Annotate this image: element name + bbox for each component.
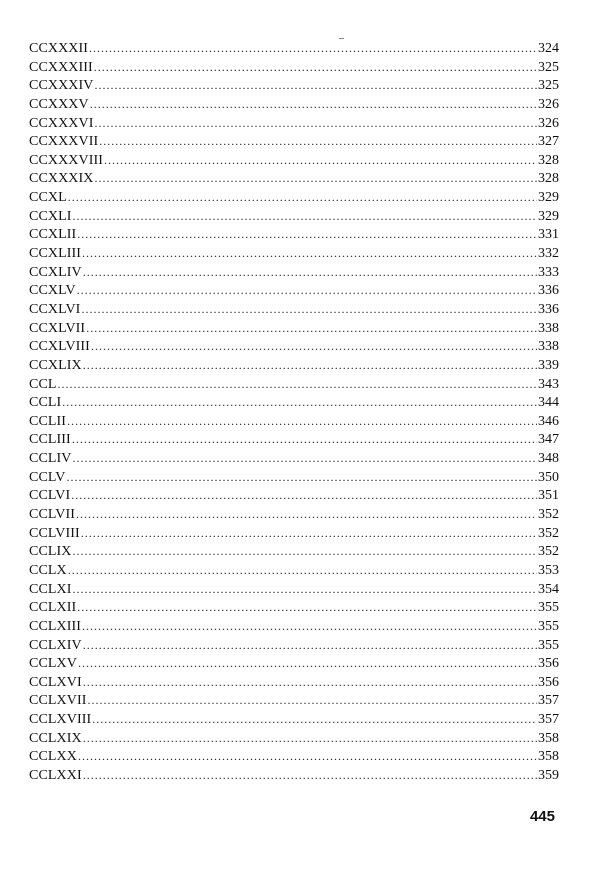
toc-entry bbox=[29, 598, 559, 617]
toc-entry-label: CCLXI bbox=[29, 581, 72, 597]
toc-entry-label: CCXXXIX bbox=[29, 171, 94, 187]
toc-entry bbox=[29, 225, 559, 244]
dot-leader bbox=[72, 430, 537, 449]
toc-entry-label: CCLVII bbox=[29, 507, 75, 523]
toc-entry-label: CCLXVII bbox=[29, 693, 87, 709]
toc-entry bbox=[29, 430, 559, 449]
toc-entry bbox=[29, 654, 559, 673]
toc-entry-label: CCXL bbox=[29, 190, 67, 206]
toc-entry-page: 336 bbox=[538, 301, 559, 317]
toc-entry bbox=[29, 188, 559, 207]
toc-entry-label: CCXXXVI bbox=[29, 115, 94, 131]
dot-leader bbox=[68, 561, 537, 580]
toc-entry bbox=[29, 486, 559, 505]
dot-leader bbox=[94, 76, 537, 95]
toc-entry bbox=[29, 766, 559, 785]
dot-leader bbox=[78, 747, 537, 766]
toc-entry-label: CCLXXI bbox=[29, 767, 82, 783]
toc-entry bbox=[29, 300, 559, 319]
toc-entry-page: 326 bbox=[538, 115, 559, 131]
page-number: 445 bbox=[529, 808, 555, 825]
toc-entry-label: CCXXXVIII bbox=[29, 152, 104, 168]
toc-entry-label: CCXLIV bbox=[29, 264, 82, 280]
dot-leader bbox=[91, 337, 537, 356]
toc-entry bbox=[29, 356, 559, 375]
dot-leader bbox=[76, 505, 537, 524]
toc-entry-label: CCLXVIII bbox=[29, 712, 92, 728]
dot-leader bbox=[77, 598, 537, 617]
dot-leader bbox=[73, 449, 538, 468]
dot-leader bbox=[81, 300, 537, 319]
toc-entry-page: 352 bbox=[538, 525, 559, 541]
toc-entry-label: CCXXXIV bbox=[29, 78, 94, 94]
toc-entry bbox=[29, 542, 559, 561]
toc-entry-page: 333 bbox=[538, 264, 559, 280]
toc-entry-page: 327 bbox=[538, 134, 559, 150]
toc-entry-label: CCXXXVII bbox=[29, 134, 99, 150]
table-of-contents bbox=[29, 39, 559, 785]
dot-leader bbox=[90, 95, 537, 114]
toc-entry-label: CCLII bbox=[29, 413, 67, 429]
dot-leader bbox=[83, 636, 537, 655]
toc-entry bbox=[29, 132, 559, 151]
dot-leader bbox=[81, 524, 537, 543]
toc-entry-label: CCLVI bbox=[29, 488, 71, 504]
toc-entry bbox=[29, 114, 559, 133]
dot-leader bbox=[99, 132, 537, 151]
toc-entry-label: CCXLVII bbox=[29, 320, 86, 336]
toc-entry bbox=[29, 95, 559, 114]
toc-entry-page: 328 bbox=[538, 171, 559, 187]
toc-entry bbox=[29, 151, 559, 170]
toc-entry-label: CCXXXII bbox=[29, 41, 89, 56]
toc-entry-label: CCXLIII bbox=[29, 246, 82, 262]
toc-entry-label: CCLXII bbox=[29, 600, 77, 616]
toc-entry bbox=[29, 729, 559, 748]
dot-leader bbox=[83, 729, 537, 748]
toc-entry-label: CCXLV bbox=[29, 283, 76, 299]
toc-entry-page: 326 bbox=[538, 96, 559, 112]
toc-entry-page: 338 bbox=[538, 339, 559, 355]
toc-entry-page: 324 bbox=[538, 41, 559, 56]
dot-leader bbox=[89, 39, 537, 58]
toc-entry bbox=[29, 319, 559, 338]
toc-entry bbox=[29, 561, 559, 580]
toc-entry-label: CCLIX bbox=[29, 544, 72, 560]
toc-entry bbox=[29, 524, 559, 543]
toc-entry-page: 355 bbox=[538, 637, 559, 653]
toc-entry bbox=[29, 39, 559, 58]
toc-entry-page: 332 bbox=[538, 246, 559, 262]
dot-leader bbox=[94, 169, 537, 188]
dot-leader bbox=[87, 691, 537, 710]
dot-leader bbox=[83, 766, 537, 785]
toc-entry bbox=[29, 580, 559, 599]
toc-entry-label: CCXLVIII bbox=[29, 339, 90, 355]
toc-entry-page: 347 bbox=[538, 432, 559, 448]
toc-entry-page: 344 bbox=[538, 395, 559, 411]
toc-entry-label: CCLXIX bbox=[29, 730, 82, 746]
toc-entry-page: 358 bbox=[538, 749, 559, 765]
toc-entry bbox=[29, 393, 559, 412]
dot-leader bbox=[77, 225, 537, 244]
toc-entry-label: CCXLIX bbox=[29, 357, 82, 373]
toc-entry bbox=[29, 673, 559, 692]
dot-leader bbox=[73, 580, 538, 599]
toc-entry bbox=[29, 207, 559, 226]
toc-entry-label: CCLXV bbox=[29, 656, 77, 672]
dot-leader bbox=[73, 207, 538, 226]
toc-entry-page: 356 bbox=[538, 656, 559, 672]
toc-entry bbox=[29, 617, 559, 636]
toc-entry-page: 331 bbox=[538, 227, 559, 243]
toc-entry-page: 357 bbox=[538, 693, 559, 709]
toc-entry-page: 356 bbox=[538, 674, 559, 690]
toc-entry bbox=[29, 169, 559, 188]
dot-leader bbox=[78, 654, 537, 673]
toc-entry-page: 354 bbox=[538, 581, 559, 597]
dot-leader bbox=[83, 263, 537, 282]
toc-entry bbox=[29, 58, 559, 77]
toc-entry bbox=[29, 412, 559, 431]
toc-entry-page: 359 bbox=[538, 767, 559, 783]
dot-leader bbox=[66, 468, 537, 487]
toc-entry-label: CCLV bbox=[29, 469, 66, 485]
toc-entry-label: CCLI bbox=[29, 395, 62, 411]
toc-entry bbox=[29, 281, 559, 300]
toc-entry-page: 346 bbox=[538, 413, 559, 429]
toc-entry-page: 353 bbox=[538, 562, 559, 578]
toc-entry bbox=[29, 747, 559, 766]
toc-entry-label: CCL bbox=[29, 376, 57, 392]
dot-leader bbox=[92, 710, 537, 729]
toc-entry-label: CCLXVI bbox=[29, 674, 82, 690]
toc-entry-page: 348 bbox=[538, 451, 559, 467]
toc-entry-page: 329 bbox=[538, 208, 559, 224]
dot-leader bbox=[77, 281, 537, 300]
toc-entry-label: CCLX bbox=[29, 562, 67, 578]
dot-leader bbox=[71, 486, 537, 505]
toc-entry-page: 329 bbox=[538, 190, 559, 206]
toc-entry-page: 358 bbox=[538, 730, 559, 746]
dot-leader bbox=[82, 617, 537, 636]
toc-entry-label: CCLXX bbox=[29, 749, 77, 765]
toc-entry-label: CCLIV bbox=[29, 451, 72, 467]
dot-leader bbox=[62, 393, 537, 412]
dot-leader bbox=[68, 188, 537, 207]
dot-leader bbox=[104, 151, 537, 170]
toc-entry bbox=[29, 468, 559, 487]
toc-entry-label: CCLXIII bbox=[29, 618, 82, 634]
toc-entry-label: CCLIII bbox=[29, 432, 71, 448]
dot-leader bbox=[82, 244, 537, 263]
toc-entry bbox=[29, 76, 559, 95]
toc-entry bbox=[29, 691, 559, 710]
toc-entry bbox=[29, 375, 559, 394]
toc-entry-page: 357 bbox=[538, 712, 559, 728]
toc-entry bbox=[29, 505, 559, 524]
toc-entry bbox=[29, 636, 559, 655]
toc-entry-page: 352 bbox=[538, 507, 559, 523]
toc-entry-page: 325 bbox=[538, 78, 559, 94]
dot-leader bbox=[58, 375, 537, 394]
dot-leader bbox=[67, 412, 537, 431]
dot-leader bbox=[83, 356, 537, 375]
toc-entry-label: CCXXXV bbox=[29, 96, 89, 112]
toc-entry bbox=[29, 449, 559, 468]
toc-entry-label: CCLVIII bbox=[29, 525, 80, 541]
toc-entry-label: CCXLII bbox=[29, 227, 77, 243]
toc-entry-page: 338 bbox=[538, 320, 559, 336]
dot-leader bbox=[94, 114, 537, 133]
toc-entry-page: 350 bbox=[538, 469, 559, 485]
dot-leader bbox=[83, 673, 537, 692]
toc-entry-page: 339 bbox=[538, 357, 559, 373]
toc-entry-page: 351 bbox=[538, 488, 559, 504]
toc-entry-page: 325 bbox=[538, 59, 559, 75]
toc-entry-page: 328 bbox=[538, 152, 559, 168]
toc-entry bbox=[29, 710, 559, 729]
toc-entry bbox=[29, 244, 559, 263]
dot-leader bbox=[86, 319, 537, 338]
toc-entry-label: CCXLVI bbox=[29, 301, 81, 317]
toc-entry-page: 355 bbox=[538, 600, 559, 616]
toc-entry-label: CCLXIV bbox=[29, 637, 82, 653]
toc-entry bbox=[29, 263, 559, 282]
toc-entry-page: 355 bbox=[538, 618, 559, 634]
dot-leader bbox=[94, 58, 537, 77]
dot-leader bbox=[73, 542, 538, 561]
toc-entry-page: 343 bbox=[538, 376, 559, 392]
toc-entry-label: CCXLI bbox=[29, 208, 72, 224]
toc-entry bbox=[29, 337, 559, 356]
toc-entry-page: 336 bbox=[538, 283, 559, 299]
toc-entry-page: 352 bbox=[538, 544, 559, 560]
toc-entry-label: CCXXXIII bbox=[29, 59, 93, 75]
